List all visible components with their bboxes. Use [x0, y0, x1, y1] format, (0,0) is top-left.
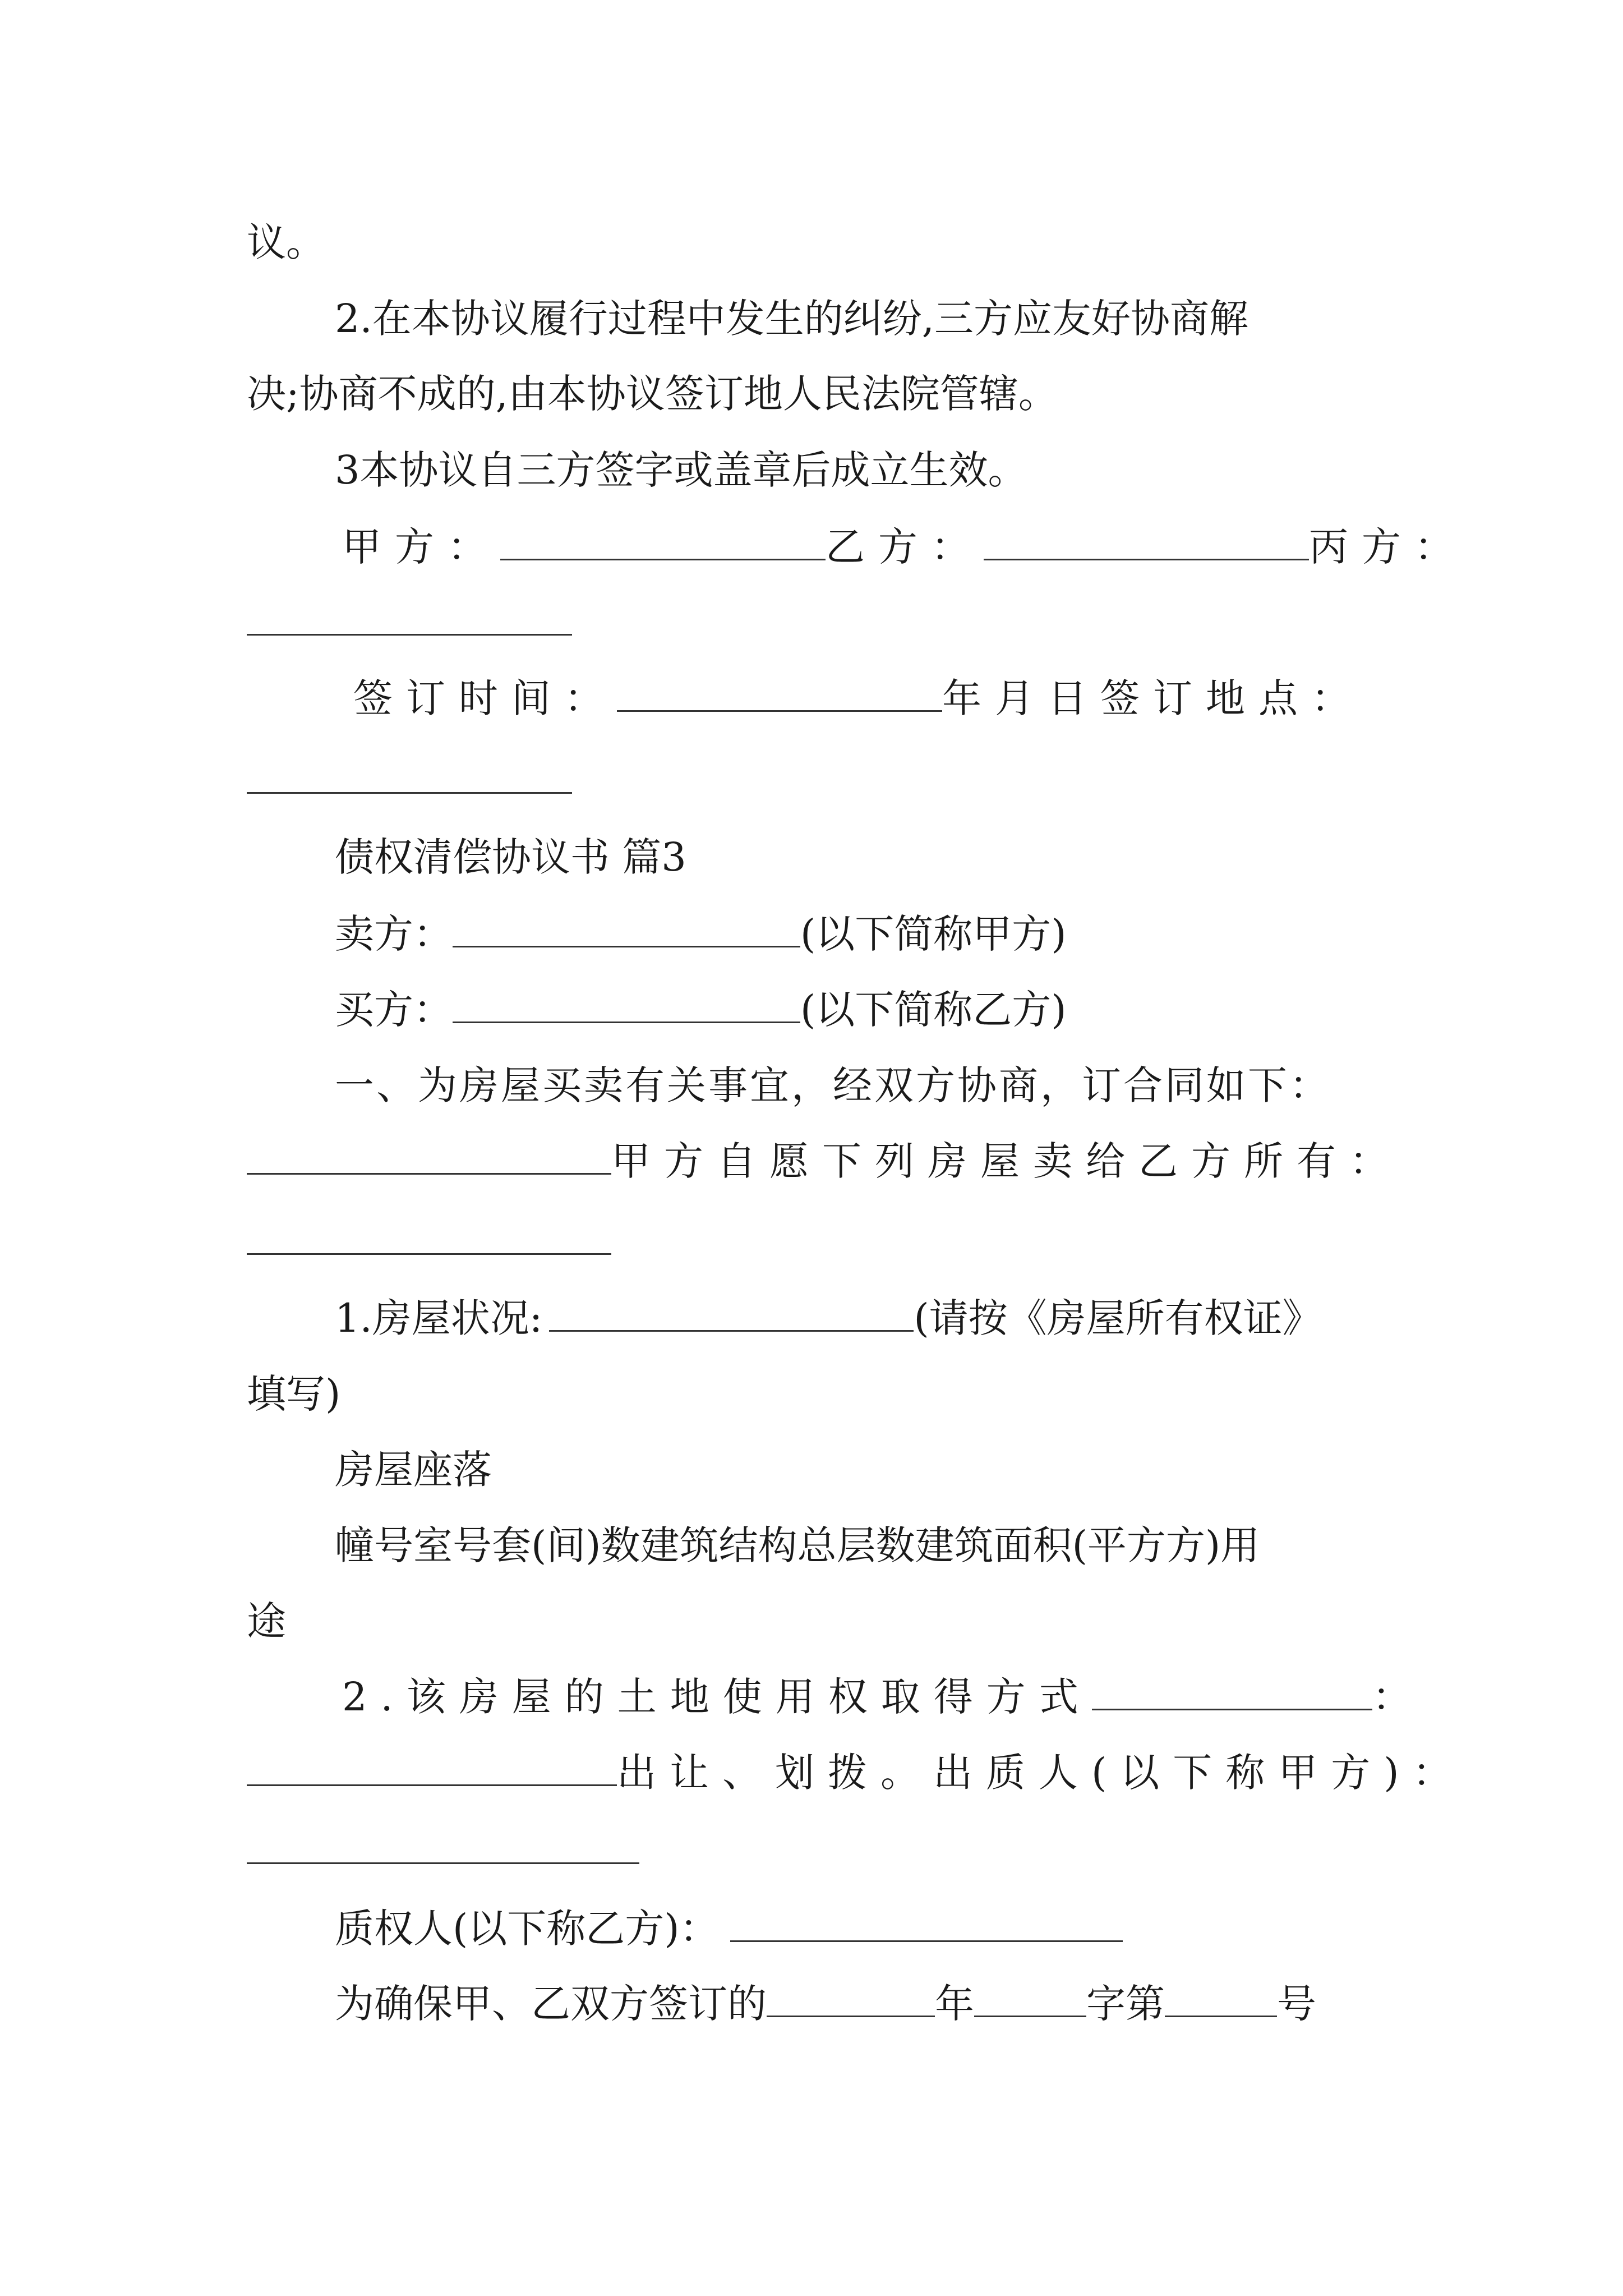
fill-text: 填写)	[247, 1371, 341, 1417]
zi-di-text: 字第	[1086, 1981, 1165, 2027]
purpose-text: 途	[247, 1598, 286, 1644]
grant-text: 出让、划拨。出质人(以下称甲方)：	[617, 1750, 1465, 1796]
sell-to-line	[247, 1133, 1402, 1189]
clause-one-line	[335, 1057, 1331, 1114]
seller-note: (以下简称甲方)	[800, 911, 1067, 957]
date-place-label: 年月日签订地点：	[942, 675, 1364, 721]
buyer-blank	[453, 989, 800, 1023]
ensure-blank-3	[1165, 1983, 1277, 2017]
nian-text: 年	[935, 1981, 974, 2027]
line-text: 3本协议自三方签字或盖章后成立生效。	[335, 447, 1027, 493]
buyer-label: 买方：	[335, 987, 453, 1033]
party-c-blank	[247, 634, 572, 636]
signing-time-line	[353, 670, 1364, 726]
land-use-blank	[1092, 1676, 1372, 1710]
location-text: 房屋座落	[335, 1447, 492, 1493]
sign-time-label: 签订时间：	[353, 675, 617, 721]
pledgee-label: 质权人(以下称乙方)：	[335, 1906, 719, 1952]
pledgee-blank	[730, 1908, 1123, 1942]
signature-parties-line	[342, 519, 1467, 575]
cert-note: (请按《房屋所有权证》	[914, 1295, 1322, 1341]
line-text: 2.在本协议履行过程中发生的纠纷,三方应友好协商解	[335, 296, 1249, 342]
party-c-label: 丙方：	[1309, 524, 1467, 570]
title-text: 债权清偿协议书 篇3	[335, 834, 686, 880]
ensure-blank-1	[767, 1983, 935, 2017]
clause-one-text: 一、为房屋买卖有关事宜，经双方协商，订合同如下：	[335, 1062, 1331, 1108]
line-text: 决;协商不成的,由本协议签订地人民法院管辖。	[247, 371, 1058, 417]
text-line-1	[247, 214, 325, 270]
buyer-line	[335, 982, 1067, 1038]
buyer-note: (以下简称乙方)	[800, 987, 1067, 1033]
ensure-line	[335, 1976, 1316, 2032]
house-status-blank	[549, 1297, 914, 1332]
sell-blank	[247, 1140, 611, 1175]
seller-line	[335, 906, 1067, 962]
pledgor-blank	[247, 1862, 639, 1864]
party-b-label: 乙方：	[826, 524, 984, 570]
house-status-line	[335, 1290, 1322, 1346]
sell-to-text: 甲方自愿下列房屋卖给乙方所有：	[611, 1138, 1402, 1184]
sign-time-blank	[617, 678, 942, 712]
purpose-line	[247, 1593, 286, 1649]
party-b-blank	[984, 526, 1309, 560]
columns-line	[335, 1517, 1260, 1573]
hao-text: 号	[1277, 1981, 1316, 2027]
land-use-line	[342, 1669, 1425, 1725]
ensure-blank-2	[974, 1983, 1086, 2017]
house-status-label: 1.房屋状况:	[335, 1295, 543, 1341]
sign-place-blank	[247, 792, 572, 794]
text-line-2	[335, 291, 1248, 347]
line-text: 议。	[247, 219, 325, 265]
party-a-label: 甲方：	[342, 524, 500, 570]
ensure-text: 为确保甲、乙双方签订的	[335, 1981, 767, 2027]
grant-blank	[247, 1752, 617, 1786]
location-line	[335, 1442, 492, 1498]
text-line-4	[335, 442, 1027, 498]
party-a-blank	[500, 526, 826, 560]
text-line-3	[247, 366, 1058, 422]
columns-text: 幢号室号套(间)数建筑结构总层数建筑面积(平方方)用	[335, 1522, 1260, 1568]
land-use-colon: ：	[1372, 1674, 1425, 1720]
seller-label: 卖方：	[335, 911, 453, 957]
grant-line	[247, 1745, 1465, 1801]
seller-blank	[453, 913, 800, 947]
sell-to-blank-2	[247, 1253, 611, 1255]
land-use-text: 2.该房屋的土地使用权取得方式	[342, 1674, 1092, 1720]
section-title	[335, 829, 686, 885]
pledgee-line	[335, 1901, 1123, 1957]
fill-line	[247, 1366, 340, 1422]
